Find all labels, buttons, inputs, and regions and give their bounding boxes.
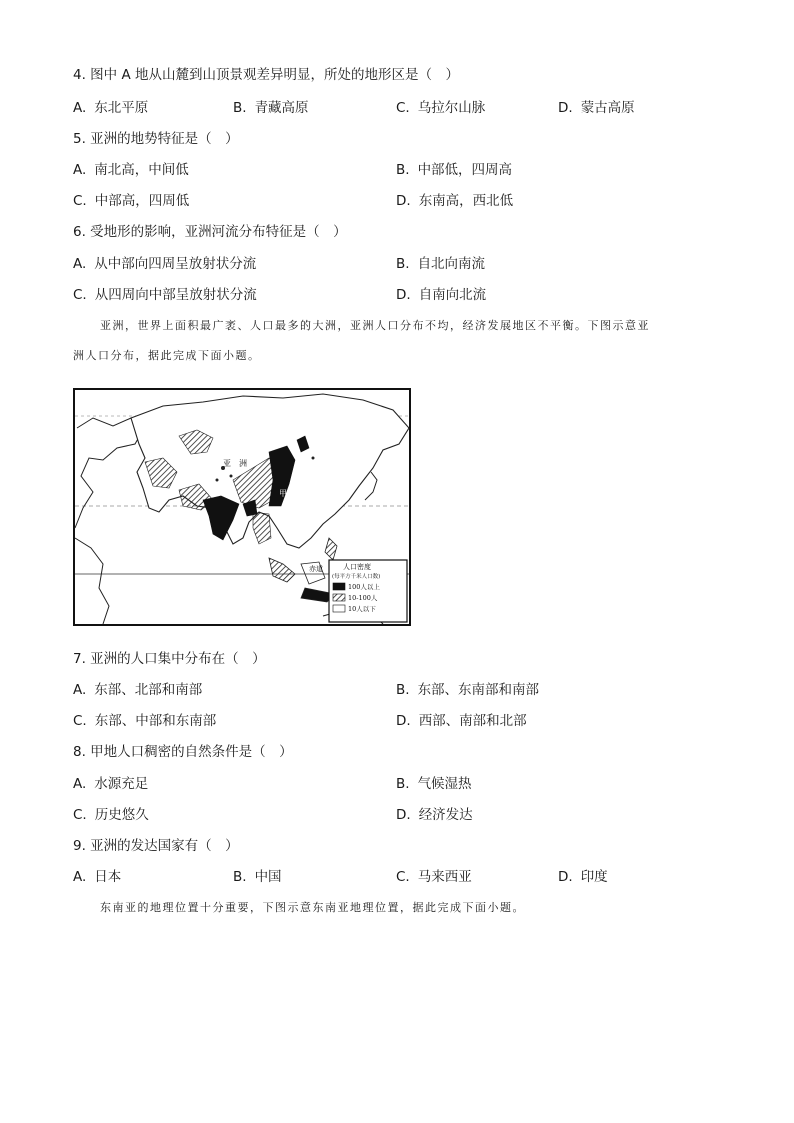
legend-swatch-sparse (333, 605, 345, 612)
q8-choice-c[interactable] (73, 806, 149, 824)
choice-text: 自北向南流 (417, 256, 486, 272)
choice-text: 东部、北部和南部 (94, 682, 203, 698)
choice-text: 东南高，西北低 (418, 193, 514, 209)
choice-text: 从四周向中部呈放射状分流 (94, 287, 257, 303)
choice-text: 南北高，中间低 (94, 162, 189, 178)
dot (230, 475, 233, 478)
choice-text: 从中部向四周呈放射状分流 (94, 256, 257, 272)
choice-letter: D. (558, 100, 573, 116)
choice-text: 青藏高原 (254, 100, 309, 116)
choice-text: 蒙古高原 (580, 100, 635, 116)
choice-letter: A. (73, 682, 87, 698)
q4-choice-a[interactable] (73, 99, 148, 117)
choice-text: 水源充足 (94, 776, 149, 792)
choice-letter: A. (73, 869, 87, 885)
passage-1-line-2: 洲人口分布，据此完成下面小题。 (73, 349, 261, 362)
dot (312, 457, 315, 460)
choice-letter: B. (396, 256, 410, 272)
question-4-stem: 4. 图中 A 地从山麓到山顶景观差异明显，所处的地形区是（ ） (73, 67, 459, 83)
legend-subtitle: (每平方千米人口数) (332, 574, 381, 580)
q4-choice-d[interactable] (558, 99, 635, 117)
choice-letter: C. (73, 713, 87, 729)
choice-letter: D. (396, 193, 411, 209)
choice-text: 气候湿热 (417, 776, 472, 792)
choice-letter: C. (396, 869, 410, 885)
choice-text: 西部、南部和北部 (418, 713, 527, 729)
q6-choice-b[interactable] (396, 255, 485, 273)
q6-choice-d[interactable] (396, 286, 486, 304)
dot (216, 479, 219, 482)
choice-letter: B. (233, 869, 247, 885)
map-label-jia: 甲 (279, 489, 287, 498)
passage-2: 东南亚的地理位置十分重要，下图示意东南亚地理位置，据此完成下面小题。 (100, 901, 525, 914)
legend-label-sparse: 10人以下 (348, 605, 376, 613)
choice-letter: C. (396, 100, 410, 116)
q5-choice-a[interactable] (73, 161, 189, 179)
choice-letter: B. (396, 776, 410, 792)
q4-choice-b[interactable] (233, 99, 309, 117)
choice-text: 马来西亚 (417, 869, 472, 885)
choice-text: 东部、东南部和南部 (417, 682, 540, 698)
q5-choice-c[interactable] (73, 192, 189, 210)
choice-letter: B. (396, 682, 410, 698)
legend-title: 人口密度 (343, 563, 371, 571)
choice-letter: A. (73, 100, 87, 116)
legend-label-dense: 100人以上 (348, 583, 380, 591)
q5-choice-b[interactable] (396, 161, 512, 179)
map-label-equator: 赤道 (309, 565, 323, 573)
question-6-stem: 6. 受地形的影响，亚洲河流分布特征是（ ） (73, 224, 347, 240)
choice-text: 中国 (254, 869, 282, 885)
q9-choice-b[interactable] (233, 868, 282, 886)
q9-choice-a[interactable] (73, 868, 121, 886)
choice-letter: C. (73, 287, 87, 303)
map-legend (329, 560, 407, 622)
choice-letter: A. (73, 162, 87, 178)
choice-letter: D. (558, 869, 573, 885)
legend-swatch-dense (333, 583, 345, 590)
choice-letter: B. (396, 162, 410, 178)
q7-choice-d[interactable] (396, 712, 527, 730)
q9-choice-d[interactable] (558, 868, 608, 886)
choice-text: 自南向北流 (418, 287, 487, 303)
choice-letter: A. (73, 256, 87, 272)
q5-choice-d[interactable] (396, 192, 513, 210)
choice-text: 经济发达 (418, 807, 473, 823)
q8-choice-d[interactable] (396, 806, 473, 824)
choice-text: 东部、中部和东南部 (94, 713, 217, 729)
legend-label-medium: 10-100人 (348, 594, 378, 602)
q7-choice-b[interactable] (396, 681, 539, 699)
choice-text: 中部高，四周低 (94, 193, 190, 209)
choice-text: 中部低，四周高 (417, 162, 513, 178)
question-8-stem: 8. 甲地人口稠密的自然条件是（ ） (73, 744, 293, 760)
question-9-stem: 9. 亚洲的发达国家有（ ） (73, 838, 239, 854)
asia-population-map (73, 388, 411, 626)
question-5-stem: 5. 亚洲的地势特征是（ ） (73, 131, 239, 147)
choice-text: 日本 (94, 869, 122, 885)
choice-letter: D. (396, 807, 411, 823)
q6-choice-c[interactable] (73, 286, 257, 304)
choice-letter: D. (396, 287, 411, 303)
question-7-stem: 7. 亚洲的人口集中分布在（ ） (73, 651, 266, 667)
q7-choice-a[interactable] (73, 681, 202, 699)
q8-choice-b[interactable] (396, 775, 472, 793)
passage-1-line-1: 亚洲，世界上面积最广袤、人口最多的大洲，亚洲人口分布不均，经济发展地区不平衡。下图示意亚 (100, 319, 650, 332)
choice-text: 历史悠久 (94, 807, 149, 823)
q6-choice-a[interactable] (73, 255, 256, 273)
q9-choice-c[interactable] (396, 868, 472, 886)
legend-swatch-medium (333, 594, 345, 601)
q7-choice-c[interactable] (73, 712, 216, 730)
q8-choice-a[interactable] (73, 775, 148, 793)
choice-text: 东北平原 (94, 100, 149, 116)
choice-text: 乌拉尔山脉 (417, 100, 486, 116)
choice-text: 印度 (580, 869, 608, 885)
q4-choice-c[interactable] (396, 99, 485, 117)
choice-letter: D. (396, 713, 411, 729)
choice-letter: A. (73, 776, 87, 792)
choice-letter: C. (73, 807, 87, 823)
map-label-asia: 亚 洲 (223, 459, 247, 468)
choice-letter: C. (73, 193, 87, 209)
choice-letter: B. (233, 100, 247, 116)
